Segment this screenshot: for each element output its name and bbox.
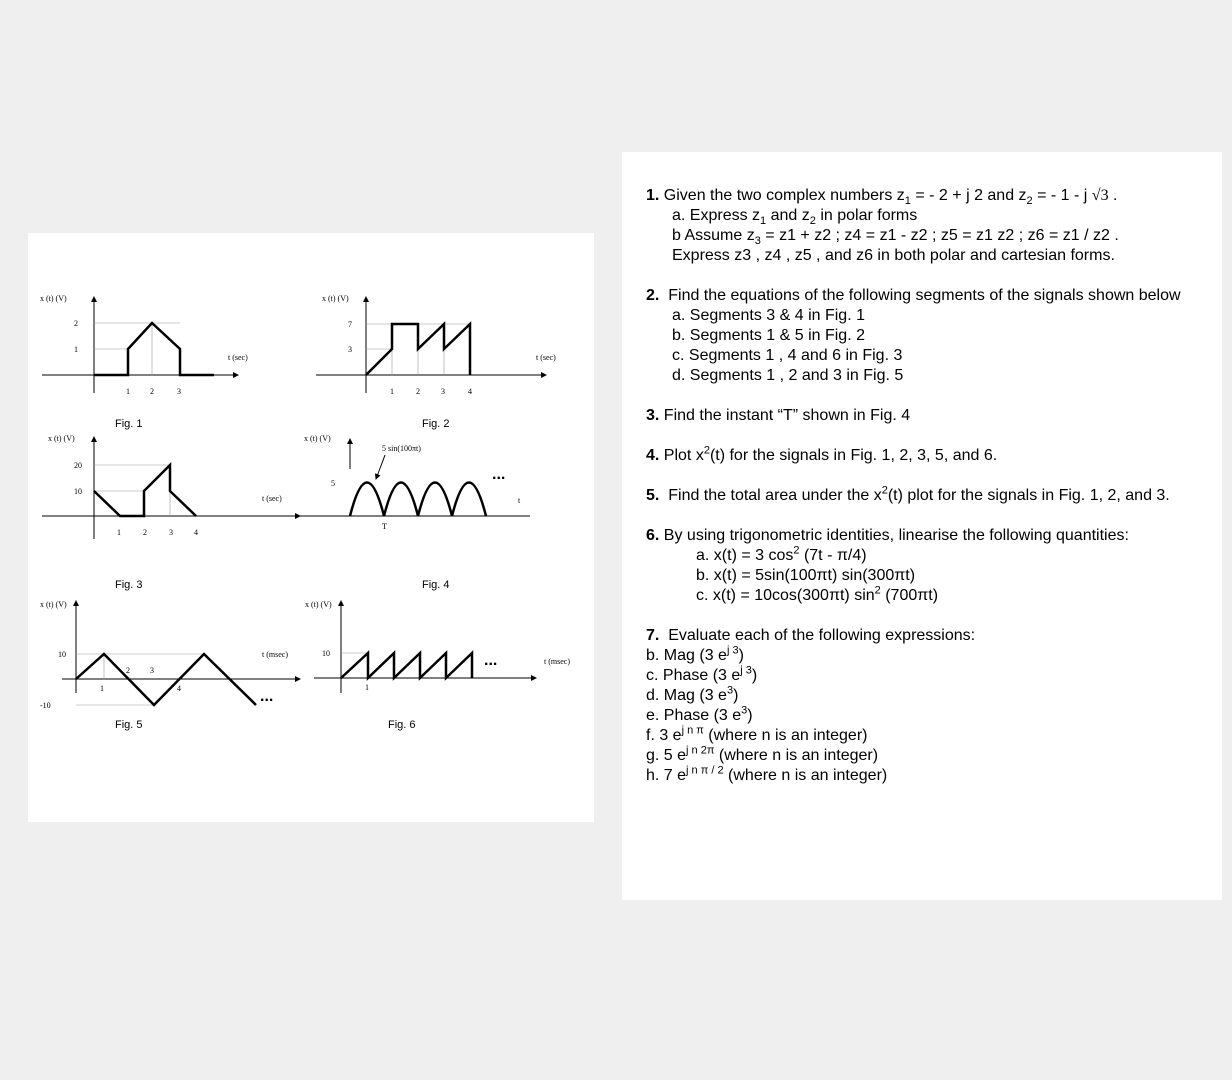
fig5-y-tick: 10 [58,650,66,659]
fig3-y-label: x (t) (V) [48,434,75,443]
fig6-y-label: x (t) (V) [305,600,332,609]
fig4-caption: Fig. 4 [422,579,450,591]
fig2 [316,294,556,430]
question-7: 7. Evaluate each of the following expressions: b. Mag (3 $e^{j 3}$) c. Phase (3 $e^{j 3}$) d. Mag (3 $e^3$) e. Phase (3 $e^3$) f. 3 $e^{j n \pi}$ (where n is an integer) g. 5 $e^{j n 2\pi}$ (where n is an integer) h. 7 $e^{j n \pi / 2}$ (where n is an integer) [646,627,976,784]
fig3-signal [94,465,196,516]
fig2-x-tick: 4 [468,387,472,396]
fig6 [305,600,570,731]
fig3 [42,434,300,591]
question-3: 3. Find the instant “T” shown in Fig. 4 [646,407,911,424]
fig3-x-tick: 3 [169,528,173,537]
question-6-b: b. x(t) = 5sin(100πt) sin(300πt) [696,567,916,584]
fig2-y-tick: 3 [348,345,352,354]
fig5-caption: Fig. 5 [115,719,143,731]
questions-text [646,186,1222,806]
fig4-annotation-arrow [376,455,385,479]
question-6: 6. By using trigonometric identities, linearise the following quantities: a. x(t) = 3 $\cos^2 (7t - \pi/4)$ b. x(t) = 5sin(100πt) sin(300πt) c. x(t) = 10cos(300πt) $\sin^2 (700\pi t)$ [646,526,1222,606]
fig6-y-tick: 10 [322,649,330,658]
fig1-caption: Fig. 1 [115,418,143,430]
fig1-x-label: t (sec) [228,353,248,362]
fig6-x-label: t (msec) [544,657,570,666]
fig2-caption: Fig. 2 [422,418,450,430]
figures-panel [28,233,594,822]
fig3-caption: Fig. 3 [115,579,143,591]
fig5 [40,600,300,731]
fig6-x-tick: 1 [365,683,369,692]
question-2-item: d. Segments 1 , 2 and 3 in Fig. 5 [672,367,904,384]
fig2-x-tick: 3 [441,387,445,396]
fig1 [40,294,248,430]
fig2-x-tick: 1 [390,387,394,396]
question-1: 1. Given the two complex numbers $z_1$ = - 2 + j 2 and $z_2$ = - 1 - j √3 . a. Express $z_1$ and $z_2$ in polar forms b Assume $z_3 = z1 + z2$ ; z4 = z1 - z2 ; z5 = z1 z2 ; z6 = z1 / z2 . Express z3 , z4 , z5 , and z6 in both polar and cartesian forms. [646,186,1222,266]
fig6-signal [341,653,472,678]
fig5-y-label: x (t) (V) [40,600,67,609]
fig3-x-tick: 1 [117,528,121,537]
fig4-dots: ... [492,466,506,483]
fig4 [298,434,530,591]
fig6-caption: Fig. 6 [388,719,416,731]
fig1-x-tick: 3 [177,387,181,396]
fig3-x-label: t (sec) [262,494,282,503]
question-5: 5. Find the total area under the $x^2(t)$ plot for the signals in Fig. 1, 2, and 3. [646,484,1170,504]
question-2-item: c. Segments 1 , 4 and 6 in Fig. 3 [672,347,903,364]
fig2-x-tick: 2 [416,387,420,396]
sqrt-3: √3 [1091,187,1109,204]
fig5-x-tick: 2 [126,666,130,675]
fig2-y-label: x (t) (V) [322,294,349,303]
fig5-x-tick: 3 [150,666,154,675]
fig2-y-tick: 7 [348,320,352,329]
fig2-x-label: t (sec) [536,353,556,362]
question-2-item: a. Segments 3 & 4 in Fig. 1 [672,307,865,324]
fig5-x-label: t (msec) [262,650,288,659]
fig5-x-tick: 1 [100,684,104,693]
fig3-y-tick: 20 [74,461,82,470]
question-2-item: b. Segments 1 & 5 in Fig. 2 [672,327,865,344]
questions-panel [622,152,1222,900]
fig1-x-tick: 1 [126,387,130,396]
fig5-y-tick: -10 [40,701,51,710]
fig1-x-tick: 2 [150,387,154,396]
fig4-x-label: t [518,496,521,505]
fig4-y-label: x (t) (V) [304,434,331,443]
fig1-y-label: x (t) (V) [40,294,67,303]
figures-svg [28,233,594,822]
question-4: 4. Plot $x^2(t)$ for the signals in Fig. 1, 2, 3, 5, and 6. [646,444,998,464]
fig4-x-mark: T [382,522,387,531]
fig6-dots: ... [484,652,498,669]
fig4-annotation: 5 sin(100πt) [382,444,421,453]
fig1-y-tick: 2 [74,319,78,328]
fig4-signal [350,483,486,517]
question-1-c: Express z3 , z4 , z5 , and z6 in both polar and cartesian forms. [672,247,1115,264]
fig3-x-tick: 2 [143,528,147,537]
question-2: 2. Find the equations of the following segments of the signals shown below a. Segments 3 & 4 in Fig. 1 b. Segments 1 & 5 in Fig. 2 c. Segments 1 , 4 and 6 in Fig. 3 d. Segments 1 , 2 and 3 in Fig. 5 [646,286,1222,386]
fig4-y-tick: 5 [331,479,335,488]
fig5-dots: ... [260,688,274,705]
fig3-y-tick: 10 [74,487,82,496]
fig1-y-tick: 1 [74,345,78,354]
fig5-x-tick: 4 [177,684,181,693]
fig3-x-tick: 4 [194,528,198,537]
